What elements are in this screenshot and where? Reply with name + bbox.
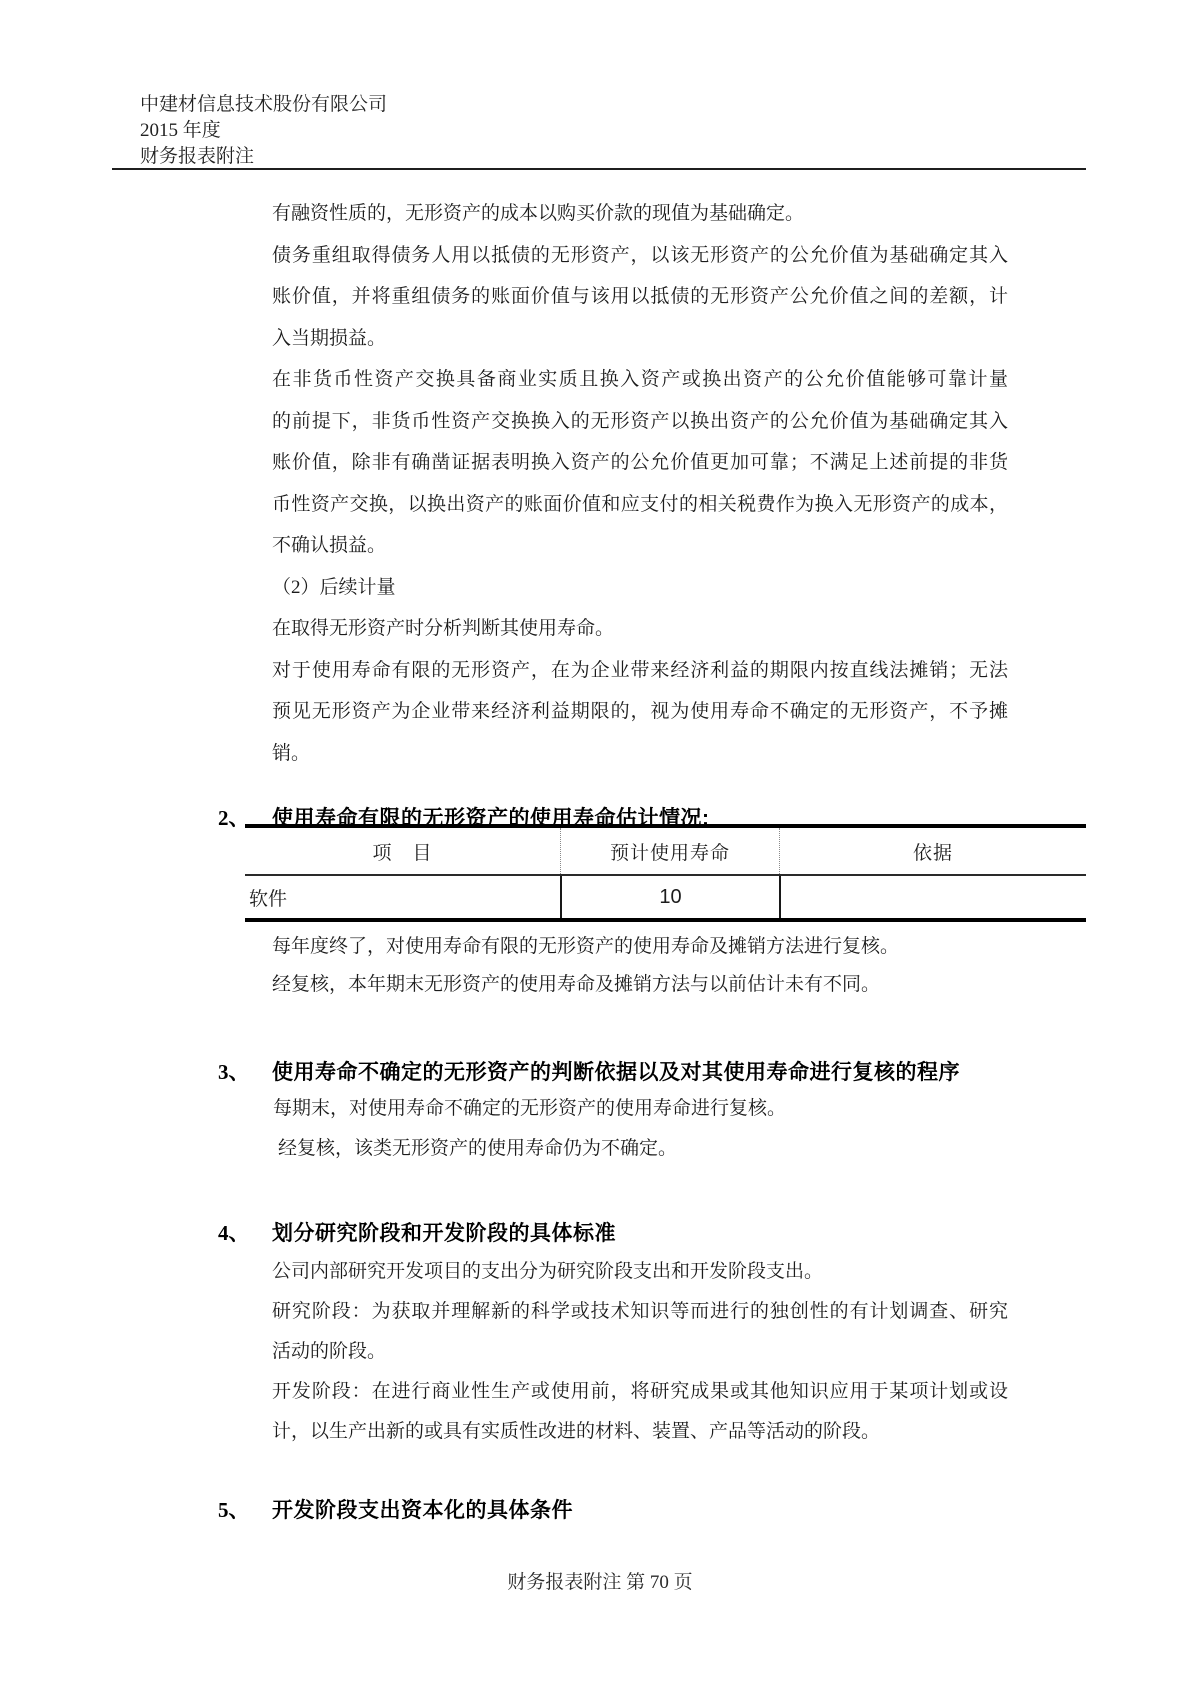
section-4-title: 划分研究阶段和开发阶段的具体标准 — [272, 1222, 616, 1245]
page-footer — [0, 1570, 1200, 1596]
text-line: 经复核，该类无形资产的使用寿命仍为不确定。 — [278, 1138, 678, 1159]
section-2-number: 2、 — [218, 806, 250, 830]
cell-basis-empty — [779, 876, 1086, 918]
column-header-basis: 依据 — [779, 828, 1086, 874]
text-line: 币性资产交换，以换出资产的账面价值和应支付的相关税费作为换入无形资产的成本， — [272, 493, 1008, 515]
text-line: 有融资性质的，无形资产的成本以购买价款的现值为基础确定。 — [272, 203, 805, 224]
text-line: 在取得无形资产时分析判断其使用寿命。 — [272, 618, 615, 639]
report-year: 2015 年度 — [140, 120, 221, 141]
useful-life-estimate-table — [245, 824, 1086, 922]
footer-page-label: 财务报表附注 第 70 页 — [507, 1572, 693, 1593]
column-header-item: 项 目 — [372, 842, 433, 864]
text-line: 入当期损益。 — [272, 327, 387, 349]
text-line: 公司内部研究开发项目的支出分为研究阶段支出和开发阶段支出。 — [272, 1261, 824, 1282]
section-2-paragraphs — [272, 928, 1008, 1004]
section-3-number: 3、 — [218, 1060, 250, 1084]
text-line: 在非货币性资产交换具备商业实质且换入资产或换出资产的公允价值能够可靠计量 — [272, 369, 1008, 390]
text-line: 每年度终了，对使用寿命有限的无形资产的使用寿命及摊销方法进行复核。 — [272, 936, 900, 957]
section-4-number: 4、 — [218, 1221, 250, 1245]
header-divider-line — [112, 168, 1086, 170]
text-line: 研究阶段：为获取并理解新的科学或技术知识等而进行的独创性的有计划调查、研究 — [272, 1301, 1008, 1322]
section-3-title: 使用寿命不确定的无形资产的判断依据以及对其使用寿命进行复核的程序 — [272, 1061, 960, 1084]
text-line: 每期末，对使用寿命不确定的无形资产的使用寿命进行复核。 — [273, 1098, 787, 1119]
text-line: 开发阶段：在进行商业性生产或使用前，将研究成果或其他知识应用于某项计划或设 — [272, 1381, 1008, 1402]
text-line: 预见无形资产为企业带来经济利益期限的，视为使用寿命不确定的无形资产，不予摊 — [272, 701, 1008, 722]
document-header — [140, 92, 387, 170]
table-row — [245, 876, 1086, 918]
text-line: 销。 — [272, 742, 311, 764]
section-5-title: 开发阶段支出资本化的具体条件 — [272, 1499, 573, 1522]
document-title: 财务报表附注 — [140, 146, 255, 167]
section-5-heading — [218, 1496, 573, 1525]
table-header-row — [245, 828, 1086, 876]
company-name: 中建材信息技术股份有限公司 — [140, 94, 388, 115]
cell-item-software: 软件 — [249, 888, 288, 910]
column-header-expected-life: 预计使用寿命 — [560, 828, 779, 874]
text-line: 经复核，本年期末无形资产的使用寿命及摊销方法与以前估计未有不同。 — [272, 974, 881, 995]
text-line: 债务重组取得债务人用以抵债的无形资产，以该无形资产的公允价值为基础确定其入 — [272, 244, 1008, 266]
text-line: 账价值，并将重组债务的账面价值与该用以抵债的无形资产公允价值之间的差额，计 — [272, 286, 1008, 307]
section-5-number: 5、 — [218, 1498, 250, 1522]
intangible-assets-paragraphs — [272, 193, 1008, 774]
section-3-heading — [218, 1058, 960, 1087]
text-line: 对于使用寿命有限的无形资产，在为企业带来经济利益的期限内按直线法摊销；无法 — [272, 659, 1008, 681]
text-line: 不确认损益。 — [272, 535, 387, 556]
text-line: 计，以生产出新的或具有实质性改进的材料、装置、产品等活动的阶段。 — [272, 1421, 881, 1442]
text-line: （2）后续计量 — [272, 576, 396, 598]
section-2-title: 使用寿命有限的无形资产的使用寿命估计情况: — [272, 807, 710, 830]
text-line: 活动的阶段。 — [272, 1341, 387, 1362]
cell-expected-life-value: 10 — [560, 876, 779, 918]
text-line: 账价值，除非有确凿证据表明换入资产的公允价值更加可靠；不满足上述前提的非货 — [272, 452, 1008, 473]
section-4-heading — [218, 1219, 616, 1248]
section-4-paragraphs — [272, 1252, 1008, 1452]
text-line: 的前提下，非货币性资产交换换入的无形资产以换出资产的公允价值为基础确定其入 — [272, 410, 1008, 432]
section-3-paragraphs — [273, 1089, 1009, 1169]
